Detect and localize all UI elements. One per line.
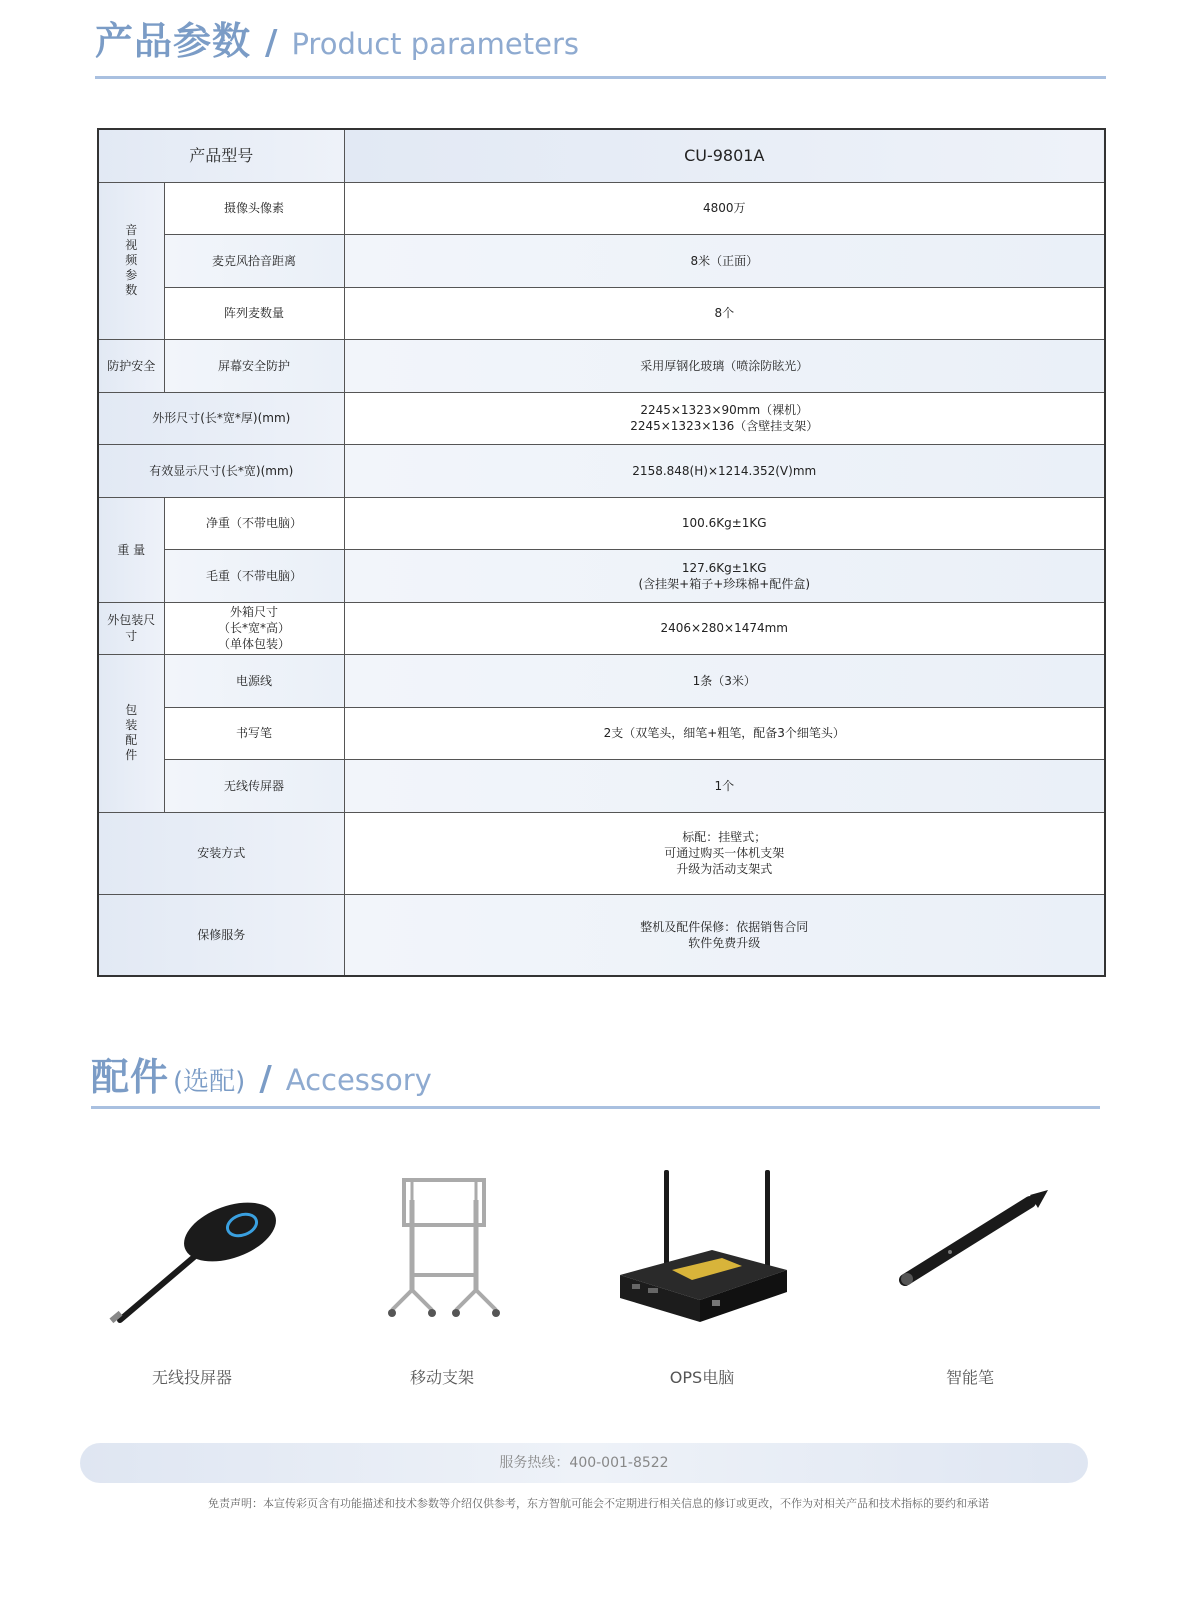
table-row-warranty: [98, 894, 1105, 976]
mic-count-label: 阵列麦数量: [164, 287, 344, 339]
params-title-slash: /: [265, 23, 278, 63]
table-row-pen: [98, 707, 1105, 759]
params-section-title: [95, 10, 579, 65]
table-row-model: [98, 129, 1105, 182]
table-row-package: [98, 602, 1105, 654]
pen-label: 书写笔: [164, 707, 344, 759]
accessory-name: 移动支架: [409, 1368, 474, 1387]
dimensions-label: 外形尺寸(长*宽*厚)(mm): [98, 392, 344, 444]
accessory-title-slash: /: [259, 1059, 272, 1099]
box-label-line-3: （单体包装）: [218, 637, 291, 651]
wireless-label: 无线传屏器: [164, 759, 344, 812]
mic-range-value: 8米（正面）: [344, 234, 1105, 287]
screen-protect-value: 采用厚钢化玻璃（喷涂防眩光）: [344, 339, 1105, 392]
table-row-camera: [98, 182, 1105, 234]
gross-weight-value: [344, 549, 1105, 602]
gross-weight-value-line-1: 127.6Kg±1KG: [681, 560, 767, 575]
hotline-text: 服务热线：400-001-8522: [499, 1455, 669, 1471]
warranty-value-line-2: 软件免费升级: [688, 935, 761, 950]
install-value-line-2: 可通过购买一体机支架: [664, 846, 785, 860]
accessory-item-smart-pen: [880, 1170, 1060, 1387]
accessory-name: 无线投屏器: [151, 1368, 232, 1387]
model-label: 产品型号: [98, 129, 344, 182]
warranty-label: 保修服务: [98, 894, 344, 976]
hotline-bar: [80, 1443, 1088, 1483]
box-value: 2406×280×1474mm: [344, 602, 1105, 654]
box-label: [164, 602, 344, 654]
warranty-value-line-1: 整机及配件保修：依据销售合同: [640, 919, 809, 934]
wireless-dongle-icon: [102, 1170, 282, 1330]
model-value: CU-9801A: [344, 129, 1105, 182]
display-size-value: 2158.848(H)×1214.352(V)mm: [344, 444, 1105, 497]
accessory-item-ops-computer: [612, 1170, 792, 1387]
camera-value: 4800万: [344, 182, 1105, 234]
dimensions-value: [344, 392, 1105, 444]
table-row-dimensions: [98, 392, 1105, 444]
accessory-title-en: Accessory: [285, 1063, 432, 1097]
av-group-label: 音视频参数: [98, 182, 164, 339]
pen-value: 2支（双笔头，细笔+粗笔，配备3个细笔头）: [344, 707, 1105, 759]
install-value-line-3: 升级为活动支架式: [676, 862, 773, 876]
box-label-line-1: 外箱尺寸: [230, 605, 279, 619]
install-label: 安装方式: [98, 812, 344, 894]
disclaimer-text: 免责声明：本宣传彩页含有功能描述和技术参数等介绍仅供参考，东方智航可能会不定期进行相关信息的修订或更改，不作为对相关产品和技术指标的要约和承诺: [208, 1497, 989, 1510]
table-row-display-size: [98, 444, 1105, 497]
mobile-stand-icon: [352, 1170, 532, 1330]
wireless-value: 1个: [344, 759, 1105, 812]
accessory-title-cn: 配件: [91, 1055, 170, 1099]
screen-protect-label: 屏幕安全防护: [164, 339, 344, 392]
dimensions-value-line-2: 2245×1323×136（含壁挂支架）: [630, 419, 819, 433]
weight-group-label: 重 量: [98, 497, 164, 602]
warranty-value: [344, 894, 1105, 976]
accessory-name: OPS电脑: [669, 1368, 735, 1387]
mic-range-label: 麦克风拾音距离: [164, 234, 344, 287]
params-title-en: Product parameters: [291, 27, 579, 61]
table-row-screen-protect: [98, 339, 1105, 392]
table-row-gross-weight: [98, 549, 1105, 602]
accessories-group-label: 包装配件: [98, 654, 164, 812]
accessory-title-optional: (选配): [173, 1067, 246, 1097]
camera-label: 摄像头像素: [164, 182, 344, 234]
accessory-name: 智能笔: [945, 1368, 994, 1387]
spec-table: [97, 128, 1106, 977]
table-row-mic-count: [98, 287, 1105, 339]
table-row-power-cord: [98, 654, 1105, 707]
mic-count-value: 8个: [344, 287, 1105, 339]
smart-pen-icon: [880, 1170, 1060, 1330]
dimensions-value-line-1: 2245×1323×90mm（裸机）: [640, 403, 809, 417]
display-size-label: 有效显示尺寸(长*宽)(mm): [98, 444, 344, 497]
accessory-item-mobile-stand: [352, 1170, 532, 1387]
power-cord-label: 电源线: [164, 654, 344, 707]
params-title-rule: [95, 76, 1106, 79]
install-value-line-1: 标配：挂壁式；: [682, 830, 767, 844]
params-title-cn: 产品参数: [95, 19, 252, 63]
box-label-line-2: （长*宽*高）: [218, 621, 291, 635]
net-weight-label: 净重（不带电脑）: [164, 497, 344, 549]
gross-weight-label: 毛重（不带电脑）: [164, 549, 344, 602]
package-group-label: 外包装尺寸: [98, 602, 164, 654]
table-row-wireless: [98, 759, 1105, 812]
accessory-section-title: [91, 1046, 432, 1101]
table-row-net-weight: [98, 497, 1105, 549]
accessory-item-wireless-dongle: [102, 1170, 282, 1387]
install-value: [344, 812, 1105, 894]
power-cord-value: 1条（3米）: [344, 654, 1105, 707]
table-row-install: [98, 812, 1105, 894]
gross-weight-value-line-2: (含挂架+箱子+珍珠棉+配件盒): [638, 576, 811, 591]
net-weight-value: 100.6Kg±1KG: [344, 497, 1105, 549]
accessory-title-rule: [91, 1106, 1100, 1109]
ops-computer-icon: [612, 1170, 792, 1330]
table-row-mic-range: [98, 234, 1105, 287]
protect-group-label: 防护安全: [98, 339, 164, 392]
